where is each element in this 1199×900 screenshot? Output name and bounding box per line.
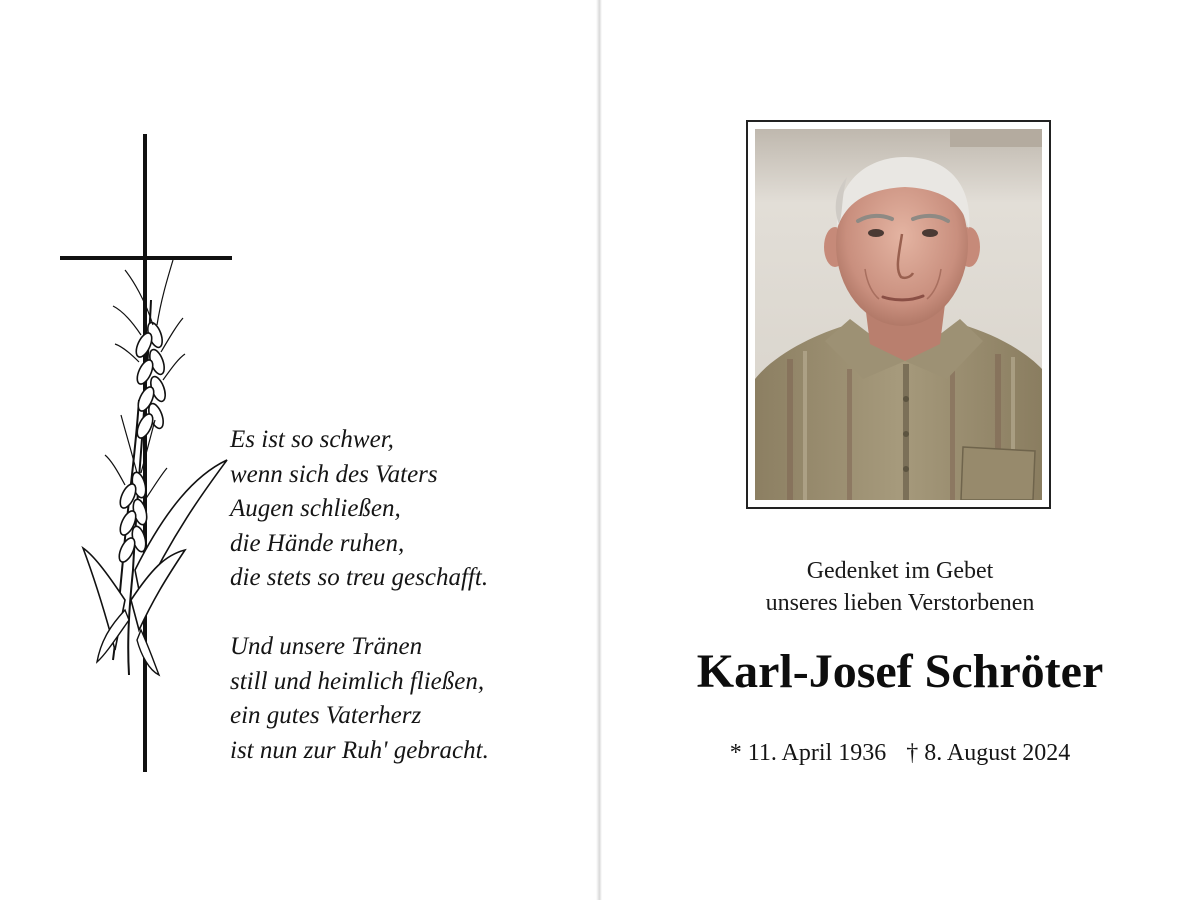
poem-line: Augen schließen, [230, 495, 401, 522]
life-dates [660, 737, 1140, 769]
portrait-photo [755, 129, 1042, 500]
intro-line-1: Gedenket im Gebet [806, 558, 994, 584]
poem-stanza-1 [230, 423, 570, 596]
intro-line-2: unseres lieben Verstorbenen [765, 590, 1035, 616]
poem-stanza-2 [230, 630, 570, 768]
portrait-frame [746, 120, 1051, 509]
cross-with-wheat-icon [55, 130, 240, 780]
poem-line: die Hände ruhen, [230, 529, 405, 557]
birth-date: * 11. April 1936 [729, 740, 887, 766]
poem-line: Und unsere Tränen [230, 633, 423, 660]
card-fold [596, 0, 602, 900]
poem-line: wenn sich des Vaters [230, 460, 438, 488]
deceased-name: Karl-Josef Schröter [696, 645, 1104, 698]
poem-line: die stets so treu geschafft. [230, 564, 489, 591]
poem-line: ein gutes Vaterherz [230, 702, 422, 729]
death-date: † 8. August 2024 [906, 740, 1071, 766]
poem-line: Es ist so schwer, [230, 426, 394, 453]
poem-line: still und heimlich fließen, [230, 667, 485, 695]
poem [230, 423, 570, 768]
poem-line: ist nun zur Ruh' gebracht. [230, 736, 489, 764]
memorial-intro [680, 555, 1120, 619]
